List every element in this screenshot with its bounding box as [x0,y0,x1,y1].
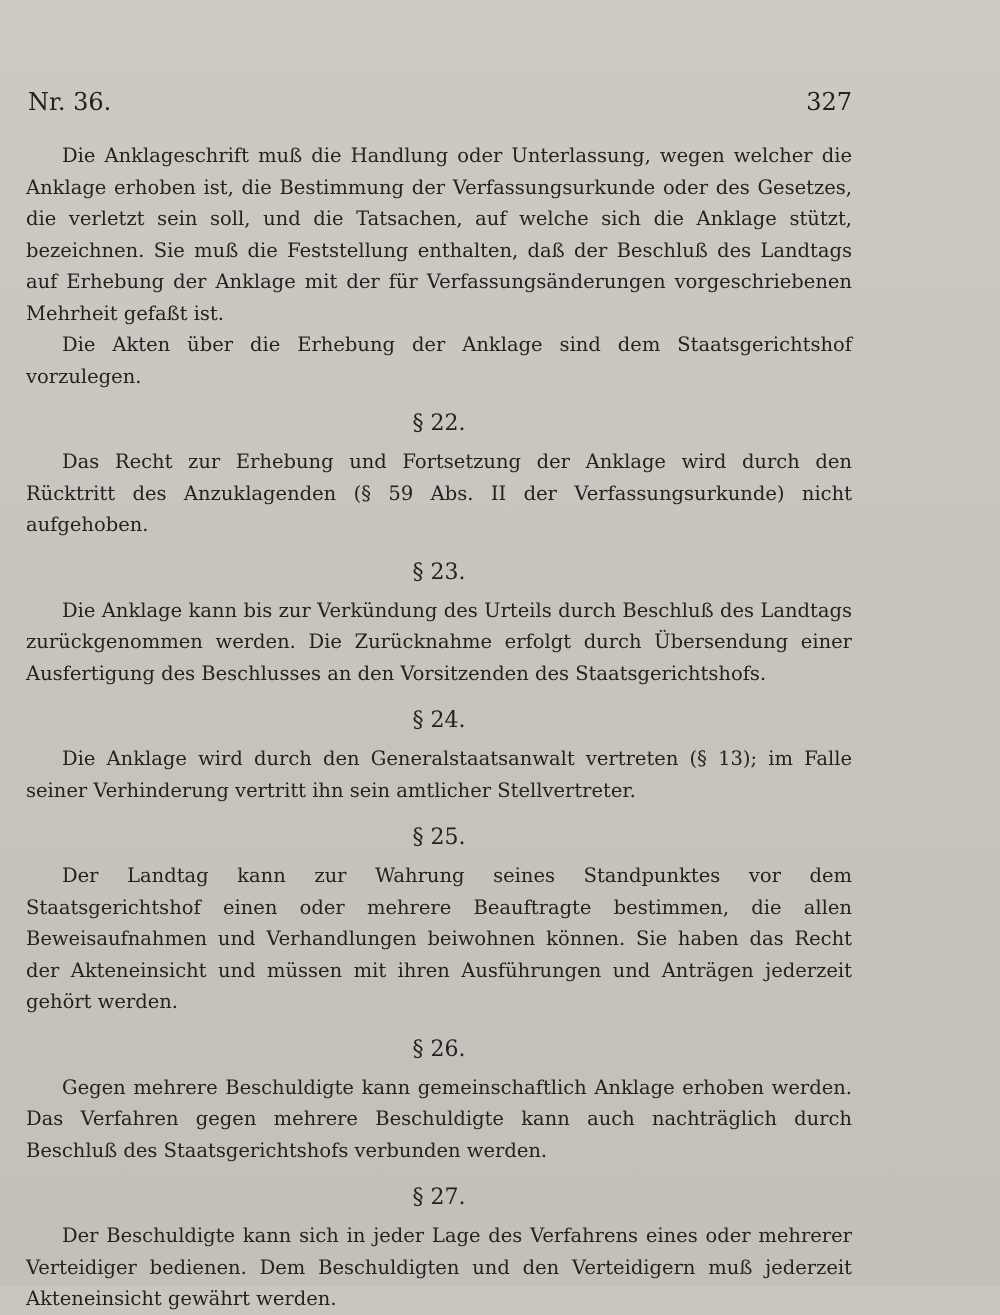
section-text-23: Die Anklage kann bis zur Verkündung des Urteils durch Beschluß des Landtags zurückgenommen werden. Die Zurücknahme erfolgt durch Übersendung einer Ausfertigung des Beschlusses an den Vorsitzenden des Staatsgerichtshofs. [26,598,852,685]
paragraph-intro-2: Die Akten über die Erhebung der Anklage sind dem Staatsgerichtshof vorzulegen. [26,333,852,388]
section-heading-27: § 27. [412,1185,466,1210]
section-text-22: Das Recht zur Erhebung und Fortsetzung der Anklage wird durch den Rücktritt des Anzuklagenden (§ 59 Abs. II der Verfassungsurkunde) nicht aufgehoben. [26,450,852,536]
section-heading-24: § 24. [412,708,466,733]
section-text-27: Der Beschuldigte kann sich in jeder Lage des Verfahrens eines oder mehrerer Verteidiger bedienen. Dem Beschuldigten und den Verteidigern muß jederzeit Akteneinsicht gewährt werden. [26,1224,852,1310]
section-heading-25: § 25. [412,825,466,850]
page-number: 327 [806,88,852,116]
section-heading-26: § 26. [412,1036,466,1062]
paragraph-intro-1: Die Anklageschrift muß die Handlung oder Unterlassung, wegen welcher die Anklage erhoben ist, die Bestimmung der Verfassungsurkunde oder des Gesetzes, die verletzt sein soll, und die Tatsachen, auf welche sich die Anklage stützt, bezeichnen. Sie muß die Feststellung enthalten, daß der Beschluß des Landtags auf Erhebung der Anklage mit der für Verfassungsänderungen vorgeschriebenen Mehrheit gefaßt ist. [26,144,852,325]
issue-number: Nr. 36. [28,88,112,116]
section-text-24: Die Anklage wird durch den Generalstaatsanwalt vertreten (§ 13); im Falle seiner Verhinderung vertritt ihn sein amtlicher Stellvertreter. [26,747,852,802]
section-heading-22: § 22. [412,411,466,436]
section-text-25: Der Landtag kann zur Wahrung seines Standpunktes vor dem Staatsgerichtshof einen oder mehrere Beauftragte bestimmen, die allen Beweisaufnahmen und Verhandlungen beiwohnen können. Sie haben das Recht der Akteneinsicht und müssen mit ihren Ausführungen und Anträgen jederzeit gehört werden. [26,864,852,1013]
section-heading-23: § 23. [412,559,466,585]
section-text-26: Gegen mehrere Beschuldigte kann gemeinschaftlich Anklage erhoben werden. Das Verfahren gegen mehrere Beschuldigte kann auch nachträglich durch Beschluß des Staatsgerichtshofs verbunden werden. [26,1075,852,1162]
page-body [26,140,852,1315]
page-header [28,88,852,124]
